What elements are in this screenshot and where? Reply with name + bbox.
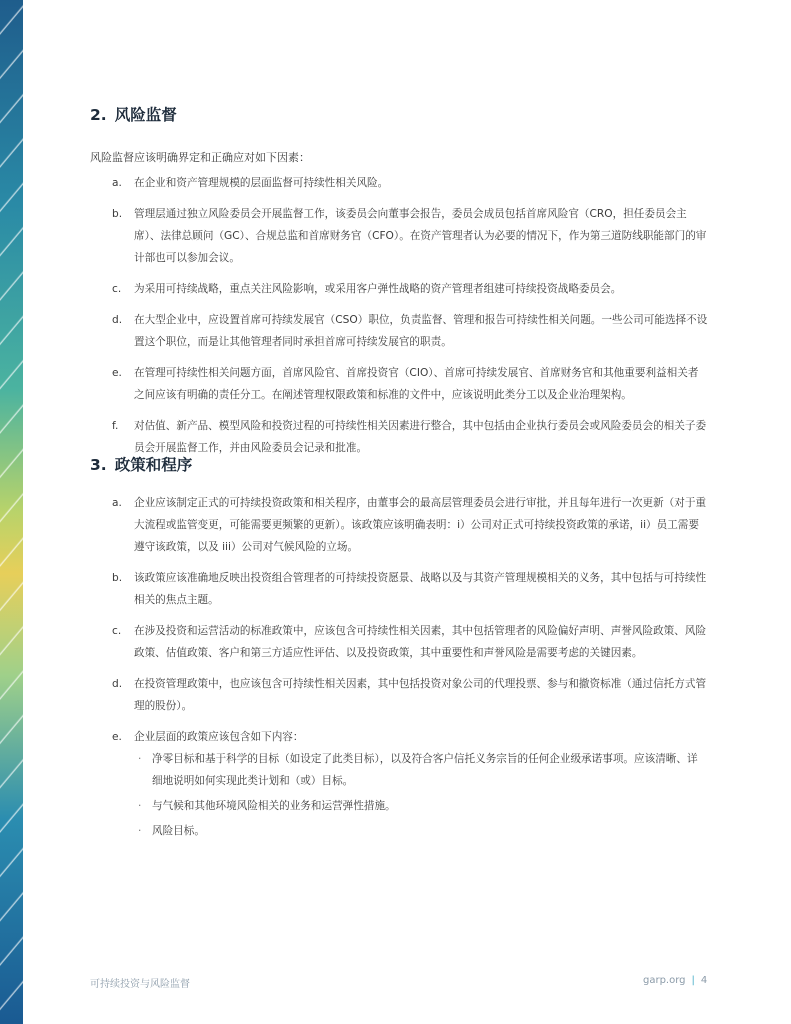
item-text: 该政策应该准确地反映出投资组合管理者的可持续投资愿景、战略以及与其资产管理规模相关的义务，其中包括与可持续性相关的焦点主题。	[134, 572, 707, 606]
footer-separator: |	[691, 975, 695, 986]
item-text: 在管理可持续性相关问题方面，首席风险官、首席投资官（CIO）、首席可持续发展官、首席财务官和其他重要利益相关者之间应该有明确的责任分工。在阐述管理权限政策和标准的文件中，应该说明此类分工以及企业治理架构。	[134, 367, 699, 401]
bullet-item	[134, 795, 708, 817]
section-3-list	[90, 492, 708, 851]
item-letter: b.	[112, 572, 123, 584]
section-2-intro: 风险监督应该明确界定和正确应对如下因素：	[90, 151, 310, 164]
bullet-item	[134, 820, 708, 842]
bullet-text: 净零目标和基于科学的目标（如设定了此类目标），以及符合客户信托义务宗旨的任何企业级承诺事项。应该清晰、详细地说明如何实现此类计划和（或）目标。	[152, 753, 698, 787]
list-item	[90, 278, 708, 300]
bullet-dot-icon: ·	[138, 825, 142, 837]
item-text: 企业层面的政策应该包含如下内容：	[134, 731, 304, 743]
item-text: 在企业和资产管理规模的层面监督可持续性相关风险。	[134, 177, 389, 189]
list-item	[90, 362, 708, 406]
decorative-side-band	[0, 0, 23, 1024]
page-number: 4	[700, 975, 708, 986]
item-letter: c.	[112, 625, 122, 637]
footer-site-link[interactable]: garp.org	[643, 975, 686, 986]
list-item	[90, 172, 708, 194]
item-letter: f.	[112, 420, 119, 432]
item-letter: a.	[112, 177, 122, 189]
sub-bullet-list	[134, 748, 708, 842]
section-2-list	[90, 172, 708, 468]
list-item	[90, 492, 708, 558]
section-2-heading: 2. 风险监督	[90, 106, 177, 124]
item-letter: d.	[112, 314, 123, 326]
list-item	[90, 567, 708, 611]
list-item	[90, 620, 708, 664]
item-letter: b.	[112, 208, 123, 220]
item-text: 管理层通过独立风险委员会开展监督工作，该委员会向董事会报告，委员会成员包括首席风险官（CRO，担任委员会主席）、法律总顾问（GC）、合规总监和首席财务官（CFO）。在资产管理者认为必要的情况下，作为第三道防线职能部门的审计部也可以参加会议。	[134, 208, 707, 264]
item-letter: c.	[112, 283, 122, 295]
item-text: 企业应该制定正式的可持续投资政策和相关程序，由董事会的最高层管理委员会进行审批，并且每年进行一次更新（对于重大流程或监管变更，可能需要更频繁的更新）。该政策应该明确表明：i）公司对正式可持续投资政策的承诺，ii）员工需要遵守该政策，以及 iii）公司对气候风险的立场。	[134, 497, 707, 553]
item-letter: e.	[112, 367, 122, 379]
footer-page-info	[643, 975, 707, 986]
bullet-item	[134, 748, 708, 792]
bullet-dot-icon: ·	[138, 753, 142, 765]
item-text: 在大型企业中，应设置首席可持续发展官（CSO）职位，负责监督、管理和报告可持续性相关问题。一些公司可能选择不设置这个职位，而是让其他管理者同时承担首席可持续发展官的职责。	[134, 314, 708, 348]
item-letter: d.	[112, 678, 123, 690]
item-text: 为采用可持续战略，重点关注风险影响，或采用客户弹性战略的资产管理者组建可持续投资战略委员会。	[134, 283, 622, 295]
list-item	[90, 673, 708, 717]
bullet-text: 与气候和其他环境风险相关的业务和运营弹性措施。	[152, 800, 396, 812]
list-item	[90, 726, 708, 842]
item-text: 对估值、新产品、模型风险和投资过程的可持续性相关因素进行整合，其中包括由企业执行委员会或风险委员会的相关子委员会开展监督工作，并由风险委员会记录和批准。	[134, 420, 707, 454]
list-item	[90, 203, 708, 269]
item-letter: a.	[112, 497, 122, 509]
footer-title: 可持续投资与风险监督	[90, 979, 190, 990]
item-letter: e.	[112, 731, 122, 743]
section-3-heading: 3. 政策和程序	[90, 456, 193, 474]
bullet-text: 风险目标。	[152, 825, 205, 837]
bullet-dot-icon: ·	[138, 800, 142, 812]
item-text: 在涉及投资和运营活动的标准政策中，应该包含可持续性相关因素，其中包括管理者的风险偏好声明、声誉风险政策、风险政策、估值政策、客户和第三方适应性评估、以及投资政策，其中重要性和声誉风险是需要考虑的关键因素。	[134, 625, 707, 659]
item-text: 在投资管理政策中，也应该包含可持续性相关因素，其中包括投资对象公司的代理投票、参与和撤资标准（通过信托方式管理的股份）。	[134, 678, 707, 712]
list-item	[90, 309, 708, 353]
